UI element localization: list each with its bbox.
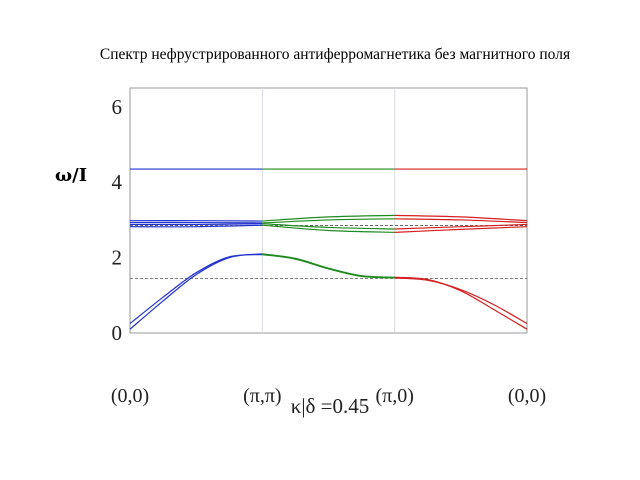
y-tick-label: 2 [111,245,122,270]
x-tick-label: (π,π) [243,385,282,407]
x-tick-label: (0,0) [110,385,150,407]
x-tick-label: (0,0) [507,385,547,407]
series-1-segment-3 [395,277,527,329]
y-tick-label: 0 [111,321,122,345]
kappa-annotation: κ|δ =0.45 [290,394,370,418]
plot-frame [130,88,527,333]
series-2-segment-1 [130,255,262,324]
slide-title: Спектр нефрустрированного антиферромагнетика без магнитного поля [99,46,571,63]
series-7-segment-3 [395,227,527,233]
series-6-segment-3 [395,224,527,229]
y-tick-label: 4 [111,170,122,195]
x-tick-label: (π,0) [375,385,414,407]
series-6-segment-1 [130,224,262,225]
y-axis-label: ω/I [55,165,88,186]
series-1-segment-1 [130,254,262,329]
series-2-segment-2 [262,255,394,278]
y-tick-label: 6 [111,94,122,119]
